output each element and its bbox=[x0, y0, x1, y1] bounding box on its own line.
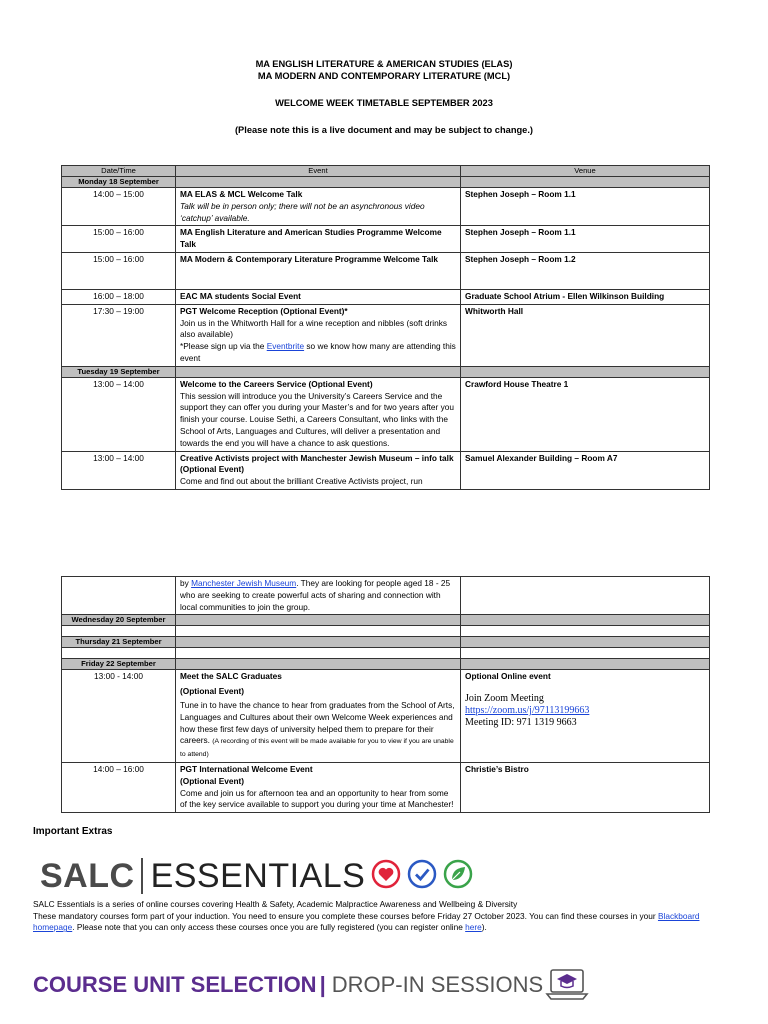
venue-cell: Graduate School Atrium - Ellen Wilkinson Building bbox=[461, 289, 710, 304]
table-row bbox=[62, 762, 710, 812]
salc-essentials-text bbox=[33, 899, 733, 934]
day-label: Thursday 21 September bbox=[62, 637, 176, 648]
important-extras-heading: Important Extras bbox=[33, 826, 113, 837]
venue-cell bbox=[461, 670, 710, 763]
time-cell: 16:00 – 18:00 bbox=[62, 289, 176, 304]
table-row bbox=[62, 226, 710, 253]
checkmark-icon bbox=[407, 859, 437, 894]
table-row bbox=[62, 577, 710, 615]
day-label: Monday 18 September bbox=[62, 177, 176, 188]
table-row bbox=[62, 188, 710, 226]
salc-essentials-logo bbox=[40, 854, 473, 898]
venue-cell bbox=[461, 577, 710, 615]
recording-note: (A recording of this event will be made available for you to view if you are unable to attend) bbox=[180, 738, 454, 759]
day-label: Wednesday 20 September bbox=[62, 615, 176, 626]
register-here-link[interactable]: here bbox=[465, 922, 482, 933]
venue-cell: Stephen Joseph – Room 1.1 bbox=[461, 188, 710, 226]
venue-cell: Stephen Joseph – Room 1.1 bbox=[461, 226, 710, 253]
event-title: PGT Welcome Reception (Optional Event)* bbox=[180, 305, 348, 316]
day-label: Tuesday 19 September bbox=[62, 366, 176, 377]
column-header: Date/Time bbox=[62, 166, 176, 177]
event-title: MA ELAS & MCL Welcome Talk bbox=[180, 189, 303, 199]
event-title: Creative Activists project with Manchester Jewish Museum – info talk (Optional Event) bbox=[180, 452, 454, 475]
venue-cell: Crawford House Theatre 1 bbox=[461, 377, 710, 451]
table-row bbox=[62, 451, 710, 489]
time-cell: 13:00 – 14:00 bbox=[62, 377, 176, 451]
timetable-part-2 bbox=[61, 576, 710, 813]
table-row bbox=[62, 252, 710, 289]
event-title: MA Modern & Contemporary Literature Programme Welcome Talk bbox=[180, 253, 439, 264]
event-cell: by Manchester Jewish Museum. They are looking for people aged 18 - 25 who are seeking to create powerful acts of sharing and connection with local communities to join the group. bbox=[176, 577, 461, 615]
event-title: PGT International Welcome Event bbox=[180, 763, 313, 774]
column-header: Event bbox=[176, 166, 461, 177]
time-cell: 17:30 – 19:00 bbox=[62, 304, 176, 366]
blank-row bbox=[62, 648, 710, 659]
banner-title: COURSE UNIT SELECTION bbox=[33, 971, 317, 997]
event-subtitle: (Optional Event) bbox=[180, 686, 245, 697]
day-row-friday bbox=[62, 659, 710, 670]
venue-cell: Samuel Alexander Building – Room A7 bbox=[461, 451, 710, 489]
day-row-monday bbox=[62, 177, 710, 188]
event-title: Welcome to the Careers Service (Optional Event) bbox=[180, 378, 373, 389]
logo-salc-text: SALC bbox=[40, 856, 135, 895]
time-cell: 13:00 - 14:00 bbox=[62, 670, 176, 763]
timetable-part-1 bbox=[61, 165, 710, 490]
blank-row bbox=[62, 626, 710, 637]
doc-heading-elas: MA ENGLISH LITERATURE & AMERICAN STUDIES (ELAS) bbox=[255, 59, 513, 69]
day-row-tuesday bbox=[62, 366, 710, 377]
time-cell: 13:00 – 14:00 bbox=[62, 451, 176, 489]
time-cell: 14:00 – 16:00 bbox=[62, 762, 176, 812]
banner-divider: | bbox=[319, 971, 326, 997]
day-row-thursday bbox=[62, 637, 710, 648]
time-cell: 15:00 – 16:00 bbox=[62, 226, 176, 253]
event-title: MA English Literature and American Studies Programme Welcome Talk bbox=[180, 227, 442, 250]
event-cell bbox=[176, 252, 461, 289]
venue-cell: Stephen Joseph – Room 1.2 bbox=[461, 252, 710, 289]
event-cell bbox=[176, 289, 461, 304]
blackboard-homepage-link[interactable]: Blackboard homepage bbox=[33, 910, 700, 933]
event-description: Join us in the Whitworth Hall for a wine reception and nibbles (soft drinks also available) bbox=[180, 317, 448, 340]
time-cell: 15:00 – 16:00 bbox=[62, 252, 176, 289]
doc-heading-mcl: MA MODERN AND CONTEMPORARY LITERATURE (MCL) bbox=[257, 71, 511, 81]
event-description: Tune in to have the chance to hear from graduates from the School of Arts, Languages and Cultures about their own Welcome Week experiences and how these first few days of university helped them to prepare for their careers. (A recording of this event will be made available for you to view if you are unable to attend) bbox=[180, 699, 455, 759]
laptop-graduation-icon bbox=[545, 962, 591, 1007]
leaf-icon bbox=[443, 859, 473, 894]
event-description: Talk will be in person only; there will not be an asynchronous video ‘catchup’ available. bbox=[180, 200, 425, 223]
heart-icon bbox=[371, 859, 401, 894]
table-row bbox=[62, 304, 710, 366]
course-unit-selection-banner bbox=[33, 962, 591, 1007]
venue-label: Optional Online event bbox=[465, 671, 551, 682]
banner-subtitle: DROP-IN SESSIONS bbox=[331, 971, 544, 997]
day-label: Friday 22 September bbox=[62, 659, 176, 670]
event-subtitle: (Optional Event) bbox=[180, 775, 245, 786]
event-cell bbox=[176, 451, 461, 489]
venue-cell: Whitworth Hall bbox=[461, 304, 710, 366]
time-cell: 14:00 – 15:00 bbox=[62, 188, 176, 226]
salc-instructions: These mandatory courses form part of your induction. You need to ensure you complete these courses before Friday 27 October 2023. You can find these courses in your Blackboard homepage. Please note that you can only access these courses once you are fully registered (you can register online here). bbox=[33, 910, 700, 933]
column-header: Venue bbox=[461, 166, 710, 177]
table-header-row bbox=[62, 166, 710, 177]
table-row bbox=[62, 289, 710, 304]
event-cell bbox=[176, 304, 461, 366]
event-cell bbox=[176, 226, 461, 253]
venue-cell: Christie’s Bistro bbox=[461, 762, 710, 812]
event-description: Come and find out about the brilliant Creative Activists project, run bbox=[180, 476, 423, 487]
day-row-wednesday bbox=[62, 615, 710, 626]
event-cell bbox=[176, 188, 461, 226]
event-cell bbox=[176, 670, 461, 763]
logo-divider bbox=[141, 858, 143, 894]
meeting-id: Meeting ID: 971 1319 9663 bbox=[465, 717, 577, 729]
salc-description: SALC Essentials is a series of online courses covering Health & Safety, Academic Malpractice Awareness and Wellbeing & Diversity bbox=[33, 899, 518, 909]
event-title: Meet the SALC Graduates bbox=[180, 671, 282, 682]
table-row bbox=[62, 670, 710, 763]
doc-note: (Please note this is a live document and may be subject to change.) bbox=[234, 125, 534, 135]
time-cell bbox=[62, 577, 176, 615]
event-description: Come and join us for afternoon tea and an opportunity to hear from some of the key service available to support you during your time at Manchester! bbox=[180, 787, 454, 810]
eventbrite-link[interactable]: Eventbrite bbox=[266, 341, 305, 352]
table-row bbox=[62, 377, 710, 451]
event-description: This session will introduce you the University’s Careers Service and the support they can offer you during your Master’s and for two years after you finish your course. Louise Sethi, a Careers Consultant, who links with the School of Arts, Languages and Cultures, will deliver a presentation and towards the end you will have a chance to ask questions. bbox=[180, 390, 454, 448]
event-cell bbox=[176, 762, 461, 812]
manchester-jewish-museum-link[interactable]: Manchester Jewish Museum bbox=[191, 578, 297, 588]
event-title: EAC MA students Social Event bbox=[180, 290, 301, 301]
event-cell bbox=[176, 377, 461, 451]
logo-essentials-text: ESSENTIALS bbox=[150, 856, 366, 895]
doc-title: WELCOME WEEK TIMETABLE SEPTEMBER 2023 bbox=[275, 98, 493, 108]
zoom-label: Join Zoom Meeting bbox=[465, 693, 544, 705]
event-signup-note: *Please sign up via the Eventbrite so we know how many are attending this event bbox=[180, 341, 456, 363]
zoom-meeting-link[interactable]: https://zoom.us/j/97113199663 bbox=[465, 705, 590, 717]
